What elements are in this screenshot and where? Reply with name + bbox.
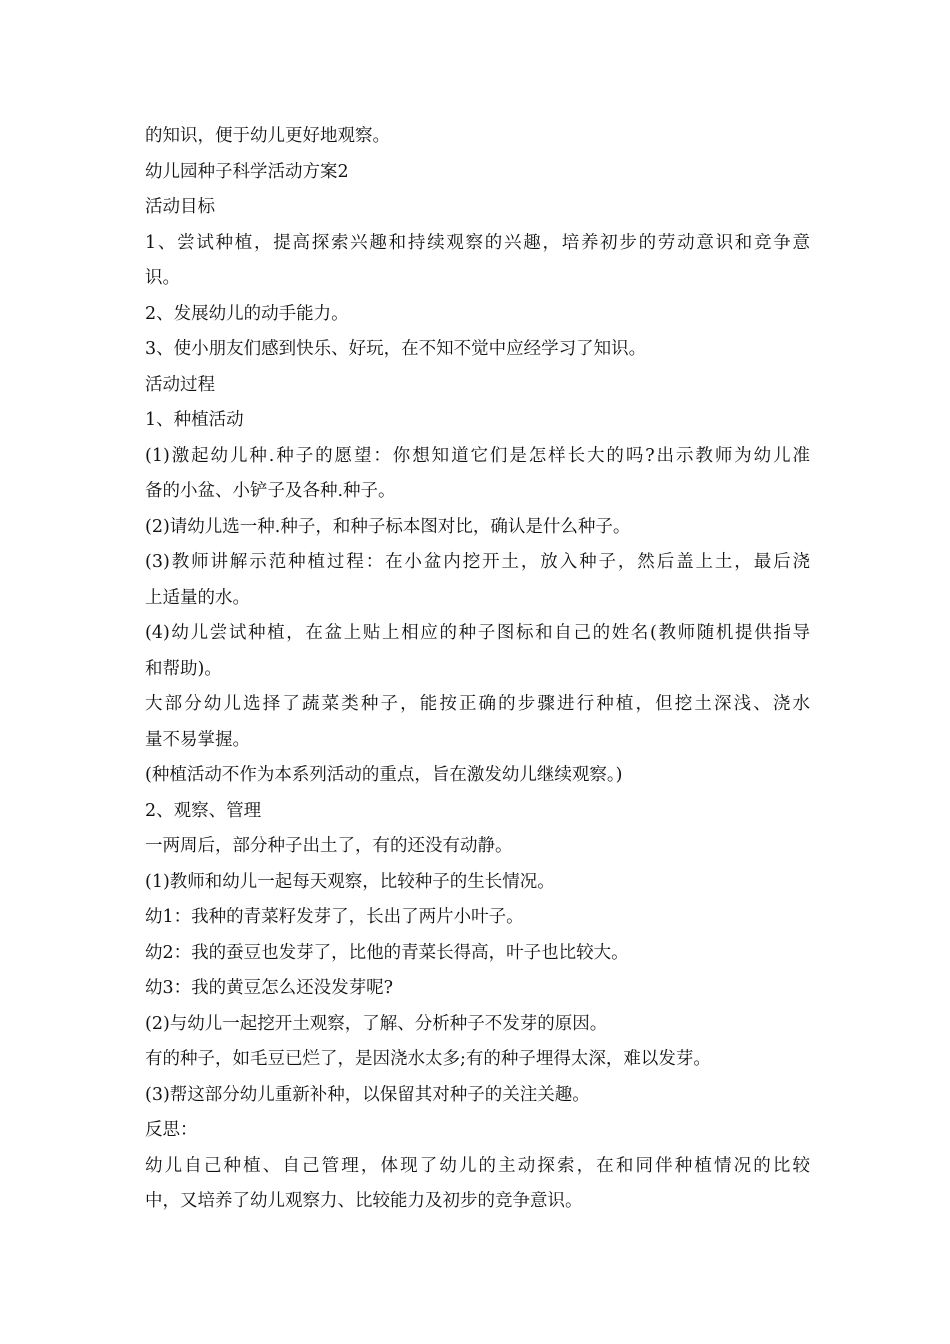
text-line: 备的小盆、小铲子及各种.种子。	[145, 481, 396, 501]
document-body	[145, 119, 810, 1220]
text-line: 识。	[145, 268, 180, 288]
text-line: 幼1：我种的青菜籽发芽了，长出了两片小叶子。	[145, 907, 524, 927]
text-line: 活动过程	[145, 374, 215, 395]
text-line: 1、种植活动	[145, 410, 244, 430]
text-line: (3)帮这部分幼儿重新补种，以保留其对种子的关注关趣。	[145, 1084, 590, 1105]
text-line: 中，又培养了幼儿观察力、比较能力及初步的竞争意识。	[145, 1191, 583, 1211]
text-line: 有的种子，如毛豆已烂了，是因浇水太多;有的种子埋得太深，难以发芽。	[145, 1049, 711, 1069]
text-line: 上适量的水。	[145, 587, 250, 608]
text-line: 2、发展幼儿的动手能力。	[145, 303, 349, 324]
text-line: 大部分幼儿选择了蔬菜类种子，能按正确的步骤进行种植，但挖土深浅、浇水	[145, 694, 810, 714]
text-line: 和帮助)。	[145, 658, 222, 679]
text-line: 量不易掌握。	[145, 729, 250, 750]
text-line: (3)教师讲解示范种植过程：在小盆内挖开土，放入种子，然后盖上土，最后浇	[145, 552, 810, 572]
text-line: 1、尝试种植，提高探索兴趣和持续观察的兴趣，培养初步的劳动意识和竞争意	[145, 232, 810, 253]
text-line: (种植活动不作为本系列活动的重点，旨在激发幼儿继续观察。)	[145, 765, 623, 785]
text-line: 3、使小朋友们感到快乐、好玩，在不知不觉中应经学习了知识。	[145, 339, 647, 359]
text-line: (2)与幼儿一起挖开土观察，了解、分析种子不发芽的原因。	[145, 1013, 608, 1034]
text-line: 的知识，便于幼儿更好地观察。	[145, 126, 390, 146]
text-line: (2)请幼儿选一种.种子，和种子标本图对比，确认是什么种子。	[145, 516, 631, 537]
text-line: 幼儿园种子科学活动方案2	[145, 161, 349, 182]
text-line: 幼儿自己种植、自己管理，体现了幼儿的主动探索，在和同伴种植情况的比较	[145, 1155, 810, 1176]
text-line: (1)激起幼儿种.种子的愿望：你想知道它们是怎样长大的吗?出示教师为幼儿准	[145, 445, 810, 466]
text-line: 活动目标	[145, 197, 215, 217]
text-line: 2、观察、管理	[145, 800, 262, 821]
text-line: (1)教师和幼儿一起每天观察，比较种子的生长情况。	[145, 871, 555, 892]
text-line: 幼3：我的黄豆怎么还没发芽呢?	[145, 978, 394, 998]
text-line: 幼2：我的蚕豆也发芽了，比他的青菜长得高，叶子也比较大。	[145, 942, 629, 963]
text-line: 反思：	[145, 1120, 198, 1140]
text-line: 一两周后，部分种子出土了，有的还没有动静。	[145, 836, 513, 856]
text-line: (4)幼儿尝试种植，在盆上贴上相应的种子图标和自己的姓名(教师随机提供指导	[145, 623, 810, 643]
